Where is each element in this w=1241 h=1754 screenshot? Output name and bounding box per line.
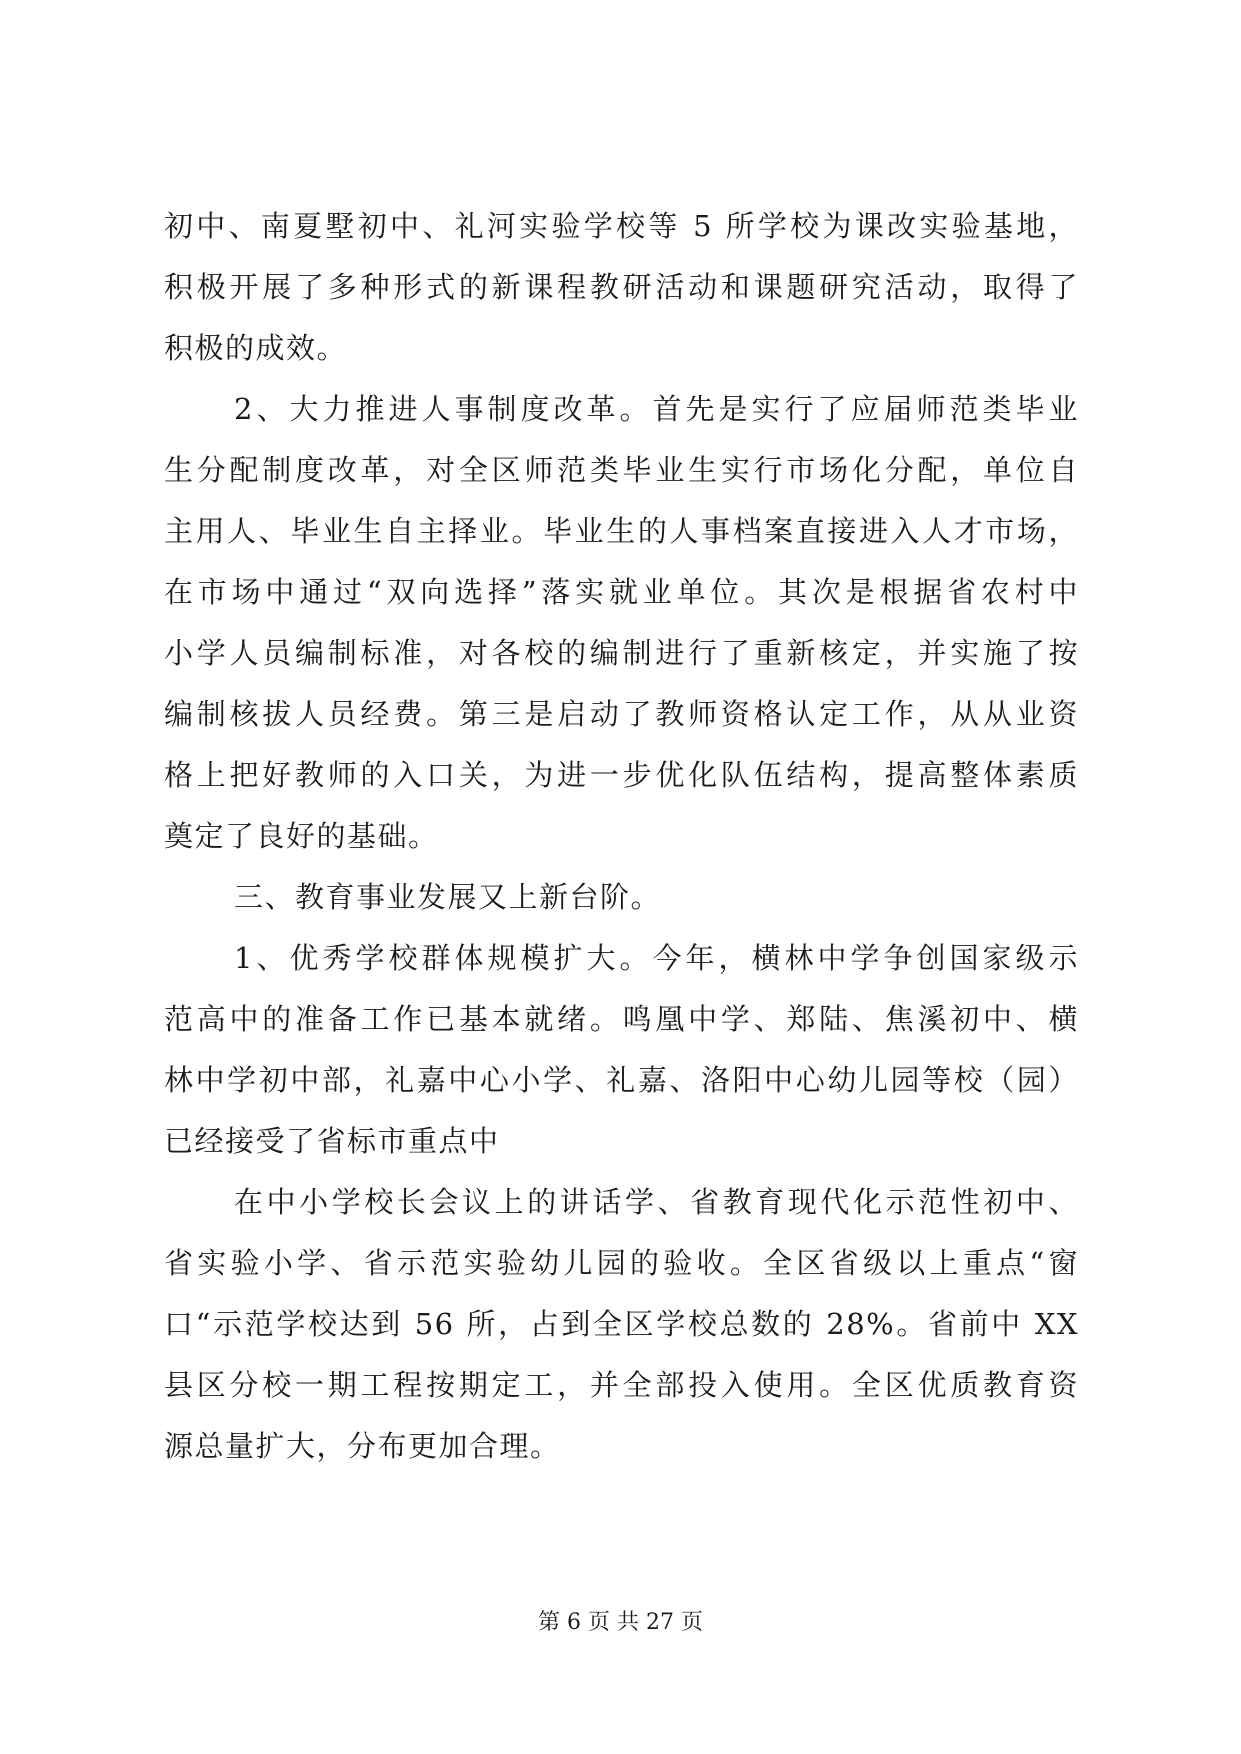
text-line: 三、教育事业发展又上新台阶。 xyxy=(234,880,662,914)
text-line: 编制核拔人员经费。第三是启动了教师资格认定工作，从从业资 xyxy=(164,697,1079,731)
document-body xyxy=(164,196,1079,1477)
text-line: 积极开展了多种形式的新课程教研活动和课题研究活动，取得了 xyxy=(164,270,1079,304)
text-line: 源总量扩大，分布更加合理。 xyxy=(164,1429,561,1463)
text-line: 小学人员编制标准，对各校的编制进行了重新核定，并实施了按 xyxy=(164,636,1079,670)
text-line: 在市场中通过“双向选择”落实就业单位。其次是根据省农村中 xyxy=(164,575,1079,609)
text-line: 省实验小学、省示范实验幼儿园的验收。全区省级以上重点“窗 xyxy=(164,1246,1079,1280)
text-line: 林中学初中部，礼嘉中心小学、礼嘉、洛阳中心幼儿园等校（园） xyxy=(164,1063,1079,1097)
text-line: 奠定了良好的基础。 xyxy=(164,819,439,853)
page-footer: 第 6 页 共 27 页 xyxy=(538,1610,703,1635)
text-line: 2、大力推进人事制度改革。首先是实行了应届师范类毕业 xyxy=(234,392,1079,426)
text-line: 口“示范学校达到 56 所，占到全区学校总数的 28%。省前中 XX xyxy=(164,1307,1079,1341)
text-line: 1、优秀学校群体规模扩大。今年，横林中学争创国家级示 xyxy=(234,941,1079,975)
text-line: 积极的成效。 xyxy=(164,331,348,365)
text-line: 格上把好教师的入口关，为进一步优化队伍结构，提高整体素质 xyxy=(164,758,1079,792)
text-line: 范高中的准备工作已基本就绪。鸣凰中学、郑陆、焦溪初中、横 xyxy=(164,1002,1079,1036)
text-line: 主用人、毕业生自主择业。毕业生的人事档案直接进入人才市场， xyxy=(164,514,1079,548)
text-line: 在中小学校长会议上的讲话学、省教育现代化示范性初中、 xyxy=(234,1185,1079,1219)
text-line: 县区分校一期工程按期定工，并全部投入使用。全区优质教育资 xyxy=(164,1368,1079,1402)
text-line: 生分配制度改革，对全区师范类毕业生实行市场化分配，单位自 xyxy=(164,453,1079,487)
text-line: 已经接受了省标市重点中 xyxy=(164,1124,500,1158)
text-line: 初中、南夏墅初中、礼河实验学校等 5 所学校为课改实验基地， xyxy=(164,209,1079,243)
